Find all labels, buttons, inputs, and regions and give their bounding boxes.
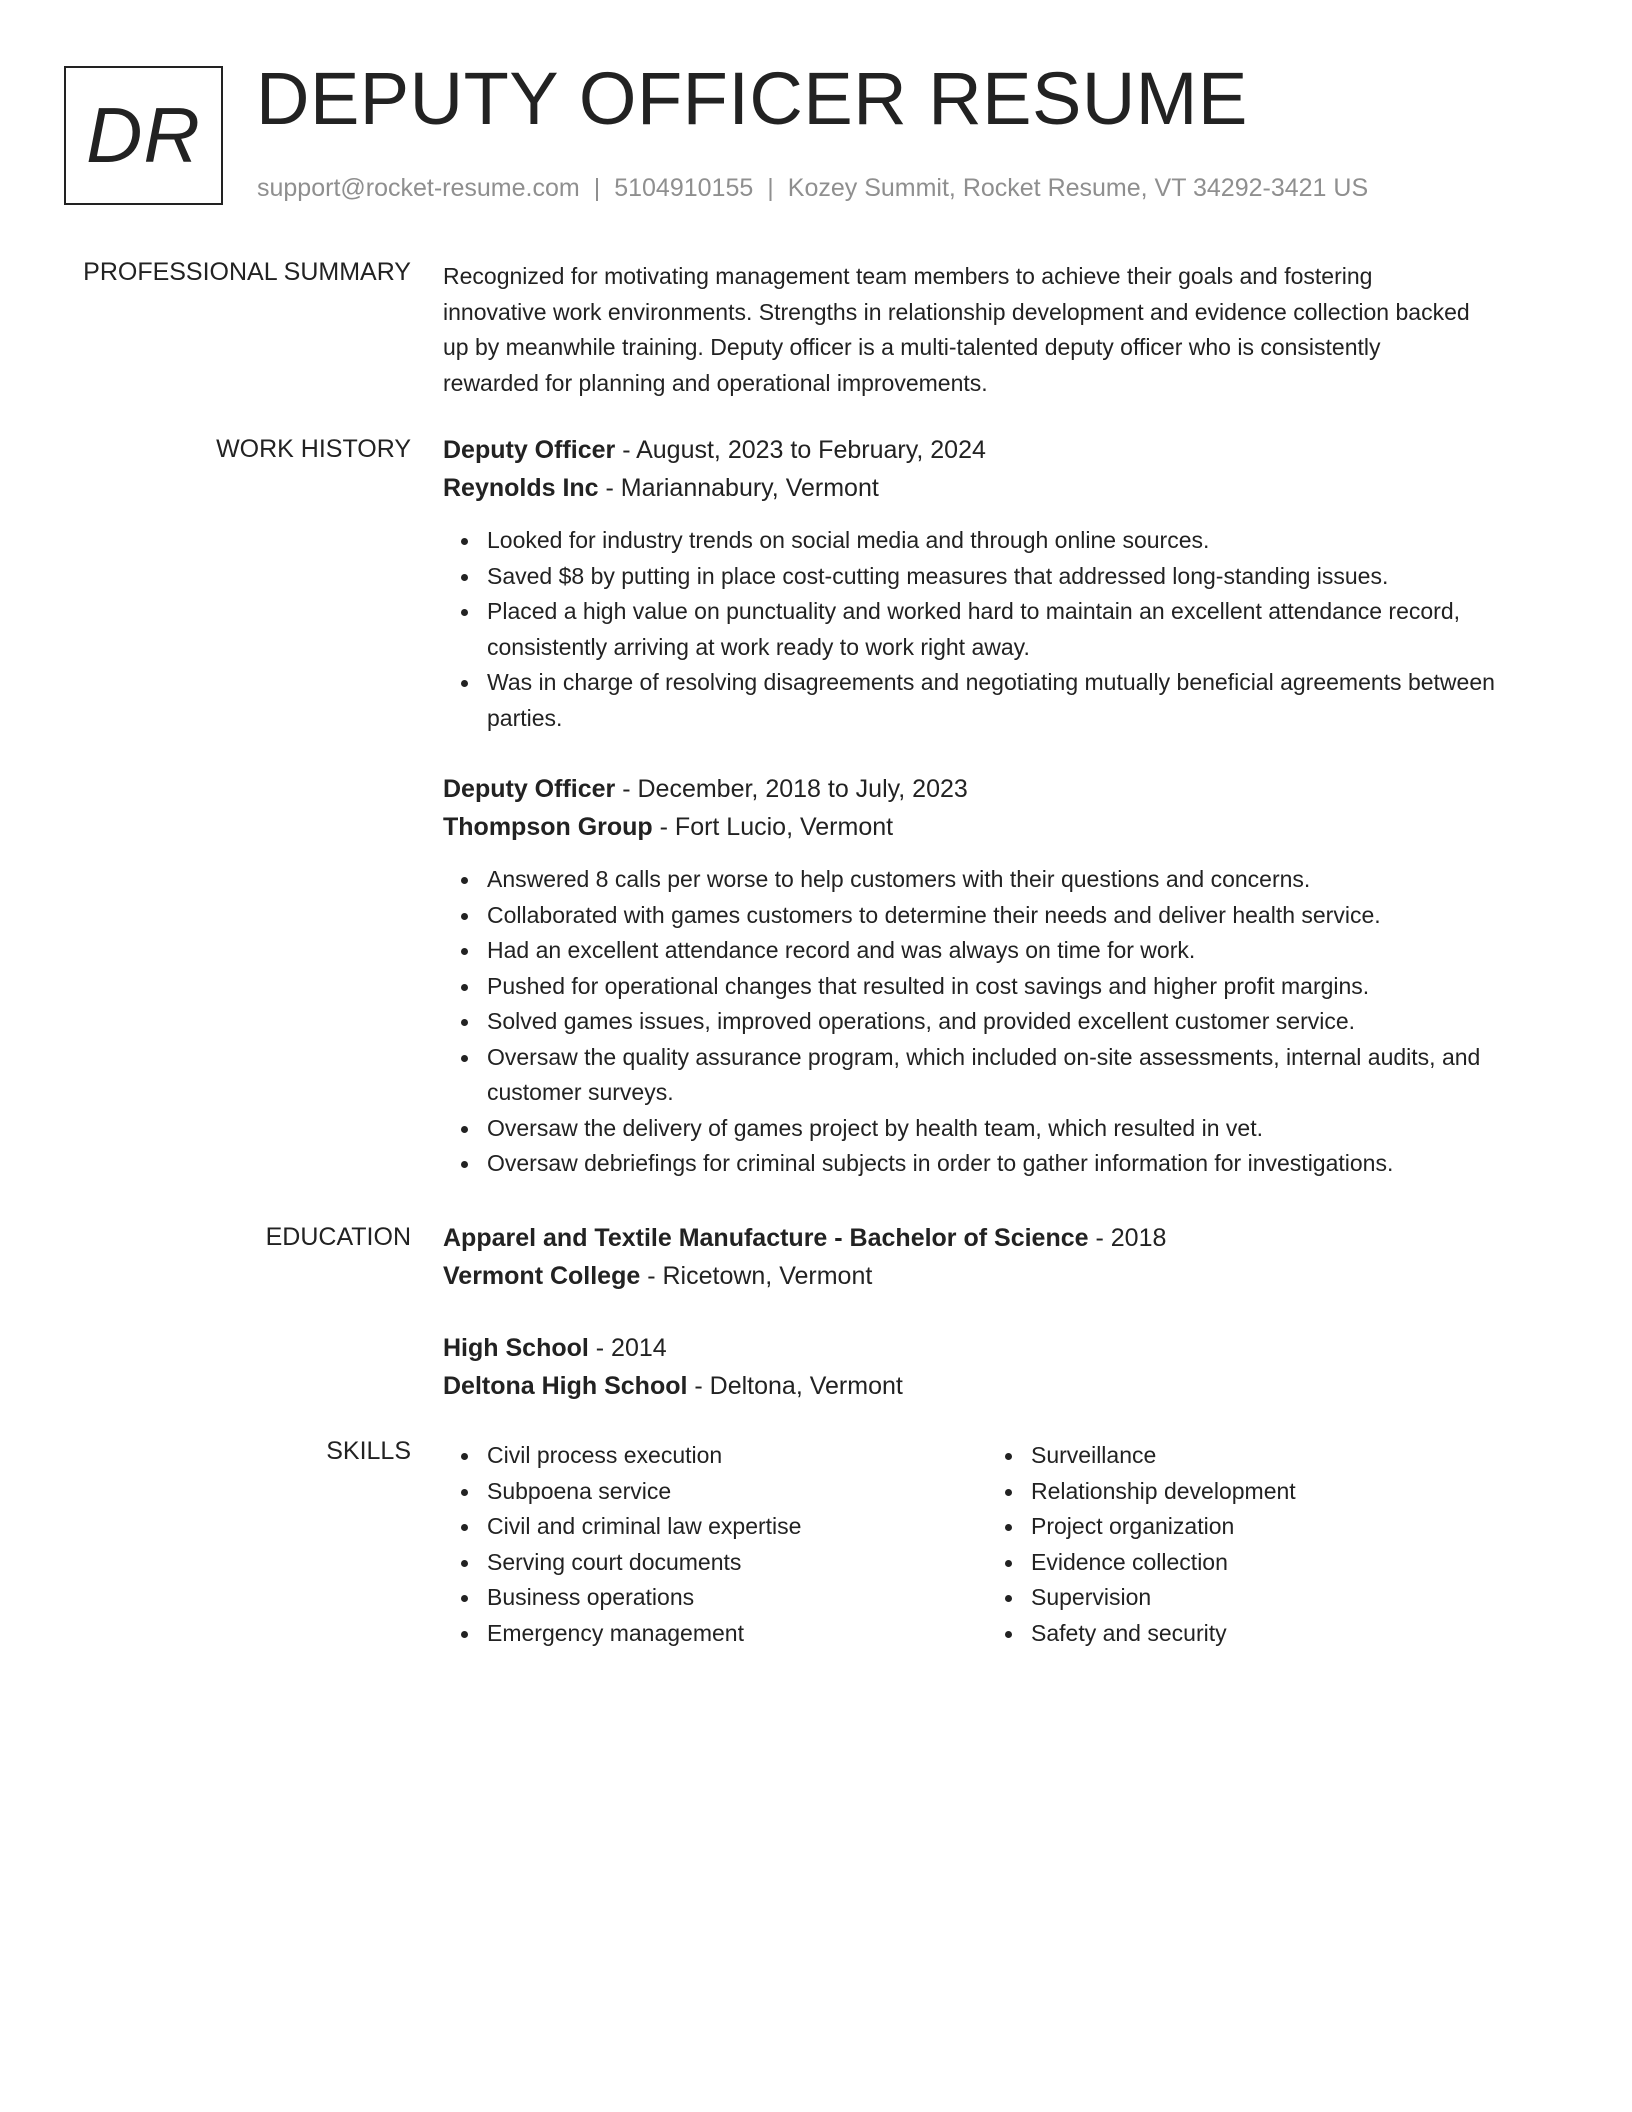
summary-line: up by meanwhile training. Deputy officer is a multi-talented deputy officer who is consistently xyxy=(443,334,1381,360)
job-bullet: Oversaw the delivery of games project by health team, which resulted in vet. xyxy=(487,1111,1553,1147)
resume-title: DEPUTY OFFICER RESUME xyxy=(256,57,1248,140)
job-company-line xyxy=(443,808,1553,846)
work-history-content xyxy=(443,431,1553,1182)
skill-item: Project organization xyxy=(1031,1509,1531,1545)
job-title: Deputy Officer xyxy=(443,775,616,803)
education-content xyxy=(443,1219,1553,1405)
skill-item: Subpoena service xyxy=(487,1474,987,1510)
summary-line: innovative work environments. Strengths in relationship development and evidence collection backed xyxy=(443,298,1470,325)
summary-line: rewarded for planning and operational improvements. xyxy=(443,369,988,396)
skill-item: Evidence collection xyxy=(1031,1545,1531,1581)
job-title-line xyxy=(443,431,1553,469)
job-bullet: Placed a high value on punctuality and worked hard to maintain an excellent attendance record, consistently arriving at work ready to work right away. xyxy=(487,594,1553,665)
job-dates: - December, 2018 to July, 2023 xyxy=(615,775,968,803)
contact-email[interactable]: support@rocket-resume.com xyxy=(257,174,580,202)
job-entry xyxy=(443,431,1553,736)
education-degree: Apparel and Textile Manufacture - Bachelor of Science xyxy=(443,1224,1089,1252)
education-year: - 2018 xyxy=(1088,1224,1167,1252)
job-location: - Mariannabury, Vermont xyxy=(598,474,879,502)
job-dates: - August, 2023 to February, 2024 xyxy=(615,436,986,464)
job-bullet: Pushed for operational changes that resulted in cost savings and higher profit margins. xyxy=(487,969,1553,1005)
monogram-badge: DR xyxy=(64,66,223,205)
summary-paragraph xyxy=(443,259,1553,401)
section-label-summary: PROFESSIONAL SUMMARY xyxy=(83,258,411,286)
job-bullet: Collaborated with games customers to determine their needs and deliver health service. xyxy=(487,898,1553,934)
job-bullet: Saved $8 by putting in place cost-cutting measures that addressed long-standing issues. xyxy=(487,559,1553,595)
contact-line xyxy=(257,174,1368,203)
section-label-work-history: WORK HISTORY xyxy=(216,435,411,463)
job-location: - Fort Lucio, Vermont xyxy=(652,813,894,841)
summary-line: Recognized for motivating management team members to achieve their goals and fostering xyxy=(443,263,1373,289)
section-label-education: EDUCATION xyxy=(265,1223,411,1251)
job-bullet: Answered 8 calls per worse to help customers with their questions and concerns. xyxy=(487,862,1553,898)
education-location: - Ricetown, Vermont xyxy=(640,1262,873,1290)
skill-item: Safety and security xyxy=(1031,1616,1531,1652)
job-bullet: Oversaw the quality assurance program, which included on-site assessments, internal audits, and customer surveys. xyxy=(487,1040,1553,1111)
job-company-line xyxy=(443,469,1553,507)
education-school: Deltona High School xyxy=(443,1372,688,1400)
job-bullets xyxy=(443,523,1553,736)
skills-content xyxy=(443,1438,1553,1651)
section-label-skills: SKILLS xyxy=(326,1437,411,1465)
skill-item: Serving court documents xyxy=(487,1545,987,1581)
job-entry xyxy=(443,770,1553,1182)
job-title-line xyxy=(443,770,1553,808)
job-bullet: Oversaw debriefings for criminal subjects in order to gather information for investigations. xyxy=(487,1146,1553,1182)
education-school: Vermont College xyxy=(443,1262,641,1290)
summary-content xyxy=(443,259,1553,401)
contact-address: Kozey Summit, Rocket Resume, VT 34292-3421 US xyxy=(787,174,1369,202)
job-bullet: Solved games issues, improved operations, and provided excellent customer service. xyxy=(487,1004,1553,1040)
job-bullet: Had an excellent attendance record and was always on time for work. xyxy=(487,933,1553,969)
education-year: - 2014 xyxy=(588,1334,667,1362)
education-school-line xyxy=(443,1367,1553,1405)
skills-columns xyxy=(443,1438,1553,1651)
skill-item: Surveillance xyxy=(1031,1438,1531,1474)
job-bullets xyxy=(443,862,1553,1182)
skills-column-1 xyxy=(443,1438,987,1651)
education-degree-line xyxy=(443,1329,1553,1367)
contact-separator: | xyxy=(767,174,774,202)
education-school-line xyxy=(443,1257,1553,1295)
education-degree: High School xyxy=(443,1334,589,1362)
contact-phone[interactable]: 5104910155 xyxy=(614,174,754,202)
job-bullet: Was in charge of resolving disagreements and negotiating mutually beneficial agreements between parties. xyxy=(487,665,1553,736)
education-degree-line xyxy=(443,1219,1553,1257)
job-bullet: Looked for industry trends on social media and through online sources. xyxy=(487,523,1553,559)
job-company: Thompson Group xyxy=(443,813,653,841)
skill-item: Civil process execution xyxy=(487,1438,987,1474)
education-location: - Deltona, Vermont xyxy=(687,1372,903,1400)
contact-separator: | xyxy=(593,174,601,202)
education-entry xyxy=(443,1329,1553,1405)
skill-item: Emergency management xyxy=(487,1616,987,1652)
skills-list xyxy=(987,1438,1531,1651)
skills-column-2 xyxy=(987,1438,1531,1651)
skill-item: Supervision xyxy=(1031,1580,1531,1616)
skills-list xyxy=(443,1438,987,1651)
job-company: Reynolds Inc xyxy=(443,474,599,502)
education-entry xyxy=(443,1219,1553,1295)
skill-item: Civil and criminal law expertise xyxy=(487,1509,987,1545)
job-title: Deputy Officer xyxy=(443,436,616,464)
skill-item: Business operations xyxy=(487,1580,987,1616)
skill-item: Relationship development xyxy=(1031,1474,1531,1510)
